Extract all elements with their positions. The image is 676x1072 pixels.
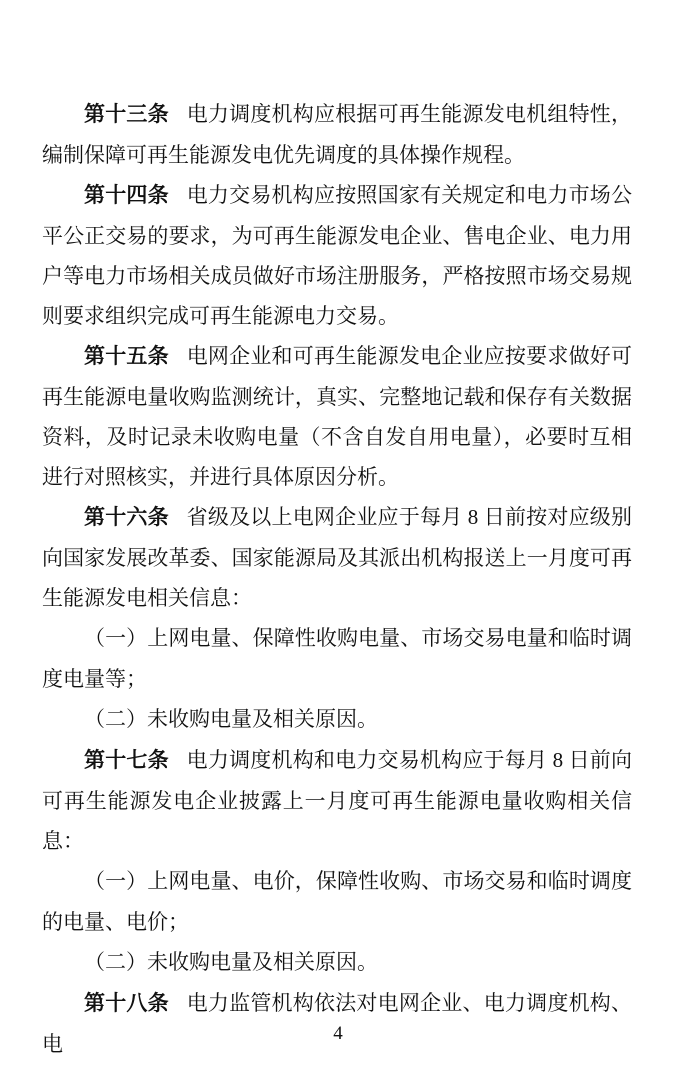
article-label: 第十八条 [84,992,169,1015]
paragraph-item-1 [42,618,632,699]
paragraph-text: （二）未收购电量及相关原因。 [84,950,378,974]
document-body [42,94,632,1064]
paragraph-text: 电力调度机构应根据可再生能源发电机组特性，编制保障可再生能源发电优先调度的具体操作规程。 [42,102,632,167]
paragraph-text: 电力调度机构和电力交易机构应于每月 8 日前向可再生能源发电企业披露上一月度可再生能源电量收购相关信息： [42,748,633,853]
paragraph-article-15 [42,336,632,497]
paragraph-article-14 [42,175,632,336]
paragraph-text: （一）上网电量、电价，保障性收购、市场交易和临时调度的电量、电价； [42,869,632,934]
page-footer [0,1022,676,1046]
paragraph-text: 电力交易机构应按照国家有关规定和电力市场公平公正交易的要求，为可再生能源发电企业、售电企业、电力用户等电力市场相关成员做好市场注册服务，严格按照市场交易规则要求组织完成可再生能源电力交易。 [42,183,632,328]
paragraph-text: 电力监管机构依法对电网企业、电力调度机构、电 [42,991,632,1056]
article-label: 第十五条 [84,345,169,368]
paragraph-text: 电网企业和可再生能源发电企业应按要求做好可再生能源电量收购监测统计，真实、完整地记载和保存有关数据资料，及时记录未收购电量（不含自发自用电量），必要时互相进行对照核实，并进行具体原因分析。 [42,344,632,489]
article-label: 第十七条 [84,749,169,772]
paragraph-item-2 [42,699,632,740]
article-label: 第十四条 [84,184,169,207]
paragraph-article-17 [42,740,632,861]
paragraph-article-16 [42,497,632,618]
paragraph-text: （一）上网电量、保障性收购电量、市场交易电量和临时调度电量等； [42,626,632,691]
article-label: 第十六条 [84,506,169,529]
paragraph-article-13 [42,94,632,175]
paragraph-text: （二）未收购电量及相关原因。 [84,707,378,731]
page-number: 4 [333,1023,343,1044]
paragraph-text: 省级及以上电网企业应于每月 8 日前按对应级别向国家发展改革委、国家能源局及其派出机构报送上一月度可再生能源发电相关信息： [42,505,633,610]
article-label: 第十三条 [84,103,169,126]
paragraph-item-2b [42,942,632,983]
paragraph-item-1b [42,861,632,942]
